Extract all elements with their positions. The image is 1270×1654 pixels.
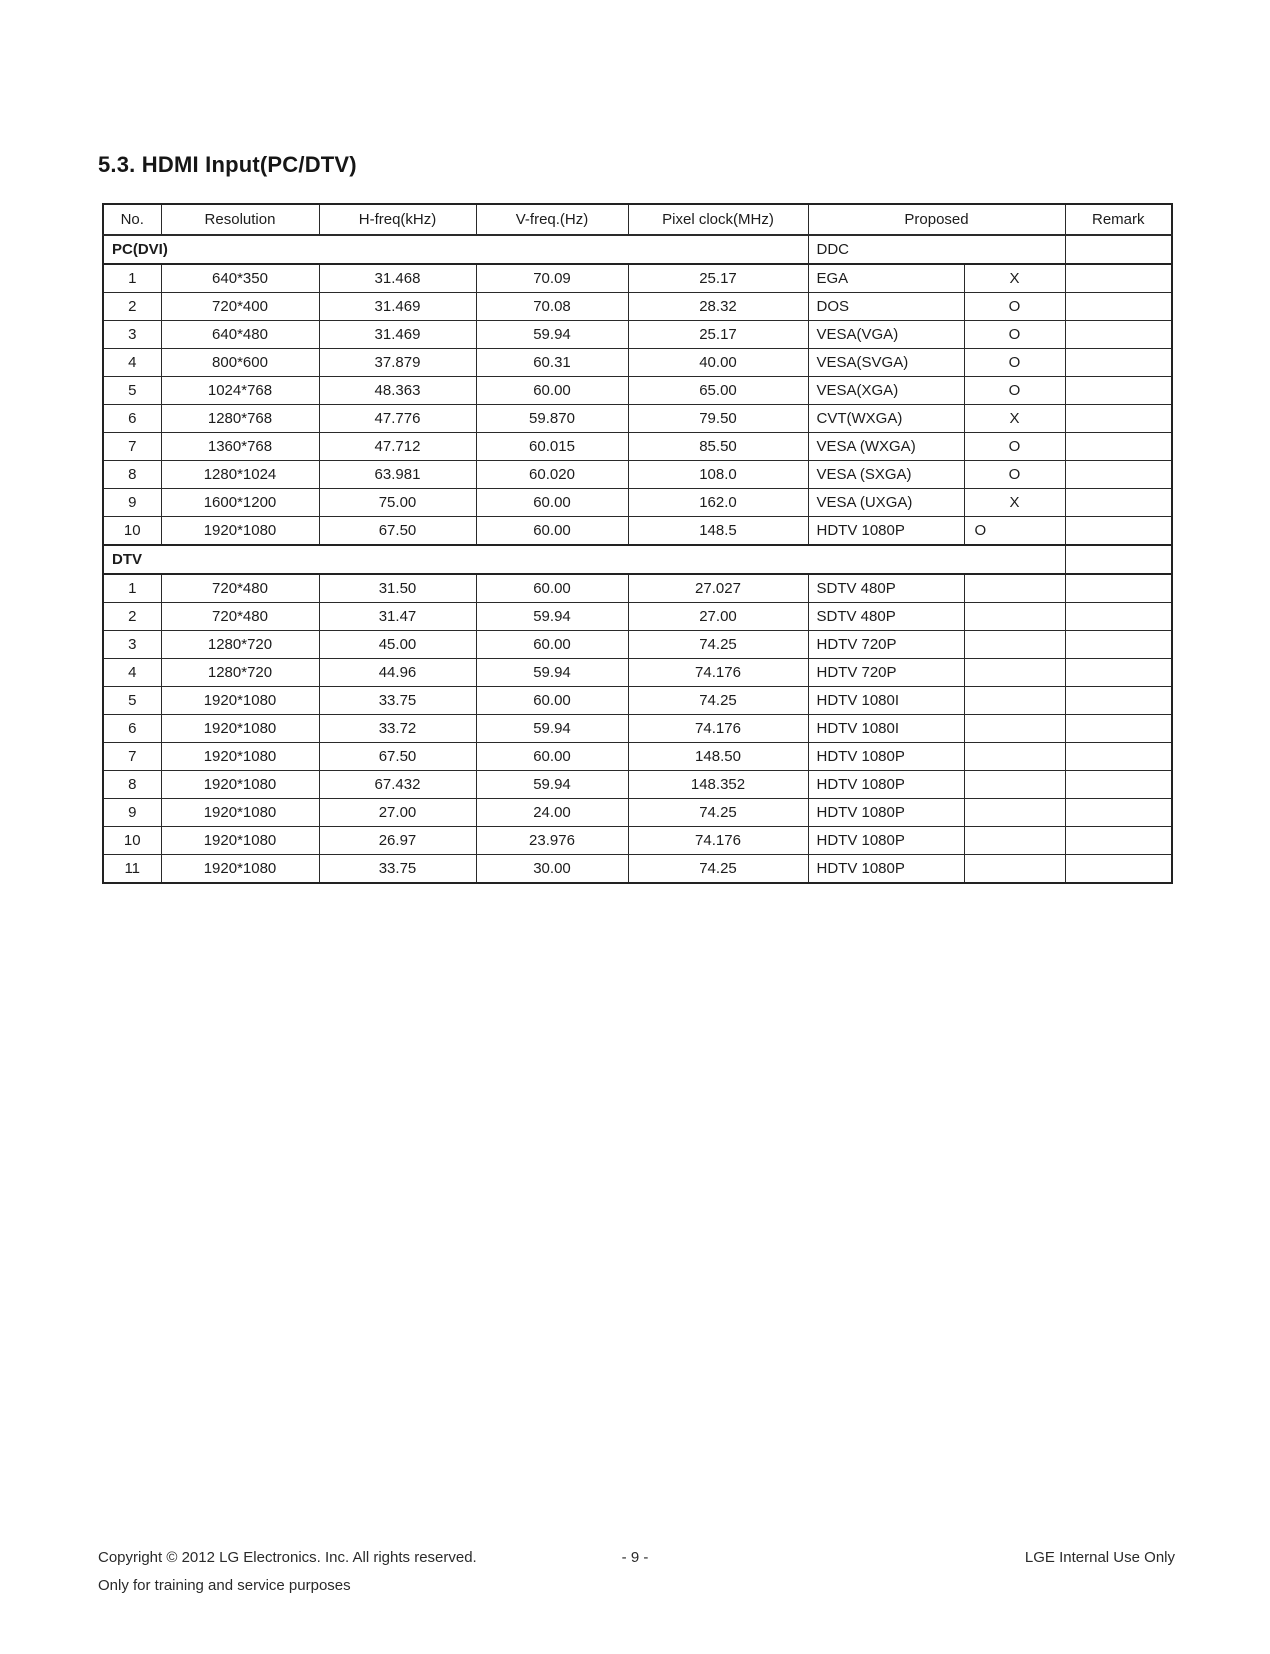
table-row: [103, 321, 1172, 349]
cell-vfreq: 60.00: [476, 517, 628, 546]
row-no: 4: [103, 349, 161, 377]
cell-remark: [1065, 659, 1172, 687]
table-row: [103, 489, 1172, 517]
cell-resolution: 1920*1080: [161, 517, 319, 546]
cell-vfreq: 59.94: [476, 321, 628, 349]
cell-proposed: HDTV 1080P: [808, 517, 964, 546]
cell-proposed-mark: [964, 603, 1065, 631]
cell-proposed-mark: X: [964, 489, 1065, 517]
cell-remark: [1065, 631, 1172, 659]
cell-proposed-mark: [964, 743, 1065, 771]
table-row: [103, 659, 1172, 687]
row-no: 7: [103, 433, 161, 461]
cell-proposed-mark: [964, 855, 1065, 884]
cell-proposed-mark: X: [964, 264, 1065, 293]
row-no: 8: [103, 771, 161, 799]
cell-vfreq: 70.09: [476, 264, 628, 293]
cell-hfreq: 48.363: [319, 377, 476, 405]
cell-proposed-mark: X: [964, 405, 1065, 433]
spec-table-body: [103, 235, 1172, 883]
table-row: [103, 743, 1172, 771]
cell-pixelclock: 85.50: [628, 433, 808, 461]
table-row: [103, 855, 1172, 884]
cell-hfreq: 67.50: [319, 517, 476, 546]
cell-resolution: 1920*1080: [161, 827, 319, 855]
table-row: [103, 377, 1172, 405]
section-row: [103, 235, 1172, 264]
training-note-text: Only for training and service purposes: [98, 1577, 351, 1594]
table-row: [103, 715, 1172, 743]
cell-resolution: 1024*768: [161, 377, 319, 405]
cell-pixelclock: 25.17: [628, 321, 808, 349]
cell-remark: [1065, 799, 1172, 827]
cell-resolution: 1920*1080: [161, 855, 319, 884]
row-no: 5: [103, 687, 161, 715]
cell-proposed: VESA (SXGA): [808, 461, 964, 489]
cell-proposed: VESA(SVGA): [808, 349, 964, 377]
cell-resolution: 1920*1080: [161, 715, 319, 743]
cell-remark: [1065, 827, 1172, 855]
row-no: 7: [103, 743, 161, 771]
cell-proposed: HDTV 1080P: [808, 743, 964, 771]
cell-remark: [1065, 574, 1172, 603]
cell-remark: [1065, 264, 1172, 293]
table-row: [103, 517, 1172, 546]
table-header: [103, 204, 1172, 235]
cell-proposed-mark: [964, 659, 1065, 687]
cell-remark: [1065, 405, 1172, 433]
cell-vfreq: 60.31: [476, 349, 628, 377]
cell-proposed: HDTV 1080P: [808, 799, 964, 827]
cell-pixelclock: 74.25: [628, 631, 808, 659]
table-row: [103, 631, 1172, 659]
cell-hfreq: 47.712: [319, 433, 476, 461]
row-no: 8: [103, 461, 161, 489]
row-no: 9: [103, 489, 161, 517]
cell-remark: [1065, 433, 1172, 461]
row-no: 1: [103, 574, 161, 603]
col-header-vfreq: V-freq.(Hz): [476, 204, 628, 235]
cell-hfreq: 33.75: [319, 687, 476, 715]
cell-pixelclock: 162.0: [628, 489, 808, 517]
col-header-proposed: Proposed: [808, 204, 1065, 235]
cell-pixelclock: 27.027: [628, 574, 808, 603]
cell-remark: [1065, 771, 1172, 799]
cell-proposed: HDTV 720P: [808, 659, 964, 687]
cell-proposed-mark: [964, 771, 1065, 799]
cell-resolution: 1280*1024: [161, 461, 319, 489]
cell-proposed-mark: [964, 827, 1065, 855]
cell-resolution: 1280*768: [161, 405, 319, 433]
cell-resolution: 720*480: [161, 603, 319, 631]
cell-proposed-mark: O: [964, 377, 1065, 405]
cell-vfreq: 59.94: [476, 715, 628, 743]
cell-proposed-mark: [964, 799, 1065, 827]
cell-remark: [1065, 321, 1172, 349]
cell-vfreq: 59.94: [476, 771, 628, 799]
cell-remark: [1065, 743, 1172, 771]
table-row: [103, 264, 1172, 293]
cell-pixelclock: 74.176: [628, 715, 808, 743]
cell-resolution: 640*350: [161, 264, 319, 293]
page-title: 5.3. HDMI Input(PC/DTV): [98, 152, 357, 177]
cell-vfreq: 59.94: [476, 659, 628, 687]
cell-vfreq: 60.00: [476, 489, 628, 517]
cell-proposed: CVT(WXGA): [808, 405, 964, 433]
table-row: [103, 827, 1172, 855]
cell-pixelclock: 28.32: [628, 293, 808, 321]
cell-hfreq: 31.469: [319, 293, 476, 321]
cell-remark: [1065, 349, 1172, 377]
cell-hfreq: 75.00: [319, 489, 476, 517]
section-row: [103, 545, 1172, 574]
cell-proposed: HDTV 1080P: [808, 855, 964, 884]
cell-hfreq: 33.75: [319, 855, 476, 884]
cell-pixelclock: 25.17: [628, 264, 808, 293]
copyright-text: Copyright © 2012 LG Electronics. Inc. All rights reserved.: [98, 1549, 477, 1566]
cell-remark: [1065, 377, 1172, 405]
section-label: DTV: [103, 545, 1065, 574]
cell-remark: [1065, 293, 1172, 321]
cell-hfreq: 33.72: [319, 715, 476, 743]
cell-pixelclock: 148.352: [628, 771, 808, 799]
table-row: [103, 433, 1172, 461]
section-remark-cell: [1065, 545, 1172, 574]
cell-vfreq: 60.00: [476, 631, 628, 659]
internal-use-note: LGE Internal Use Only: [1024, 1549, 1175, 1566]
cell-hfreq: 44.96: [319, 659, 476, 687]
cell-remark: [1065, 687, 1172, 715]
cell-pixelclock: 40.00: [628, 349, 808, 377]
cell-pixelclock: 79.50: [628, 405, 808, 433]
cell-vfreq: 60.00: [476, 377, 628, 405]
col-header-resolution: Resolution: [161, 204, 319, 235]
row-no: 2: [103, 293, 161, 321]
table-row: [103, 405, 1172, 433]
row-no: 11: [103, 855, 161, 884]
cell-remark: [1065, 603, 1172, 631]
cell-vfreq: 59.870: [476, 405, 628, 433]
row-no: 3: [103, 321, 161, 349]
table-header-row: [103, 204, 1172, 235]
row-no: 6: [103, 405, 161, 433]
cell-proposed: DOS: [808, 293, 964, 321]
cell-resolution: 1920*1080: [161, 687, 319, 715]
cell-proposed-mark: [964, 574, 1065, 603]
cell-pixelclock: 74.176: [628, 659, 808, 687]
cell-proposed-mark: O: [964, 293, 1065, 321]
cell-vfreq: 23.976: [476, 827, 628, 855]
cell-resolution: 1280*720: [161, 631, 319, 659]
cell-pixelclock: 27.00: [628, 603, 808, 631]
cell-proposed-mark: [964, 631, 1065, 659]
table-row: [103, 461, 1172, 489]
page-number: - 9 -: [621, 1549, 649, 1566]
cell-hfreq: 37.879: [319, 349, 476, 377]
cell-remark: [1065, 517, 1172, 546]
cell-vfreq: 24.00: [476, 799, 628, 827]
row-no: 3: [103, 631, 161, 659]
table-row: [103, 574, 1172, 603]
cell-pixelclock: 148.50: [628, 743, 808, 771]
row-no: 2: [103, 603, 161, 631]
cell-hfreq: 31.468: [319, 264, 476, 293]
cell-hfreq: 31.47: [319, 603, 476, 631]
cell-remark: [1065, 715, 1172, 743]
col-header-remark: Remark: [1065, 204, 1172, 235]
cell-proposed-mark: O: [964, 349, 1065, 377]
cell-pixelclock: 74.25: [628, 687, 808, 715]
cell-hfreq: 67.50: [319, 743, 476, 771]
cell-proposed: SDTV 480P: [808, 574, 964, 603]
cell-proposed: VESA(VGA): [808, 321, 964, 349]
cell-vfreq: 60.00: [476, 687, 628, 715]
cell-hfreq: 63.981: [319, 461, 476, 489]
cell-proposed-mark: O: [964, 461, 1065, 489]
row-no: 10: [103, 517, 161, 546]
cell-proposed: EGA: [808, 264, 964, 293]
table-row: [103, 687, 1172, 715]
section-proposed-note: DDC: [808, 235, 1065, 264]
cell-resolution: 720*480: [161, 574, 319, 603]
cell-vfreq: 30.00: [476, 855, 628, 884]
cell-proposed-mark: O: [964, 433, 1065, 461]
col-header-pixelclock: Pixel clock(MHz): [628, 204, 808, 235]
cell-remark: [1065, 489, 1172, 517]
cell-hfreq: 67.432: [319, 771, 476, 799]
cell-hfreq: 47.776: [319, 405, 476, 433]
cell-proposed: HDTV 720P: [808, 631, 964, 659]
cell-proposed: VESA (UXGA): [808, 489, 964, 517]
cell-proposed: VESA(XGA): [808, 377, 964, 405]
cell-resolution: 800*600: [161, 349, 319, 377]
cell-resolution: 1600*1200: [161, 489, 319, 517]
cell-vfreq: 60.00: [476, 743, 628, 771]
cell-proposed: VESA (WXGA): [808, 433, 964, 461]
cell-hfreq: 27.00: [319, 799, 476, 827]
table-row: [103, 349, 1172, 377]
cell-resolution: 1280*720: [161, 659, 319, 687]
cell-vfreq: 60.00: [476, 574, 628, 603]
table-row: [103, 771, 1172, 799]
cell-hfreq: 26.97: [319, 827, 476, 855]
cell-vfreq: 70.08: [476, 293, 628, 321]
col-header-no: No.: [103, 204, 161, 235]
cell-vfreq: 60.020: [476, 461, 628, 489]
cell-pixelclock: 74.25: [628, 799, 808, 827]
row-no: 9: [103, 799, 161, 827]
row-no: 6: [103, 715, 161, 743]
cell-hfreq: 31.469: [319, 321, 476, 349]
cell-proposed-mark: [964, 687, 1065, 715]
row-no: 4: [103, 659, 161, 687]
cell-pixelclock: 148.5: [628, 517, 808, 546]
cell-resolution: 1920*1080: [161, 743, 319, 771]
cell-pixelclock: 108.0: [628, 461, 808, 489]
cell-resolution: 1920*1080: [161, 799, 319, 827]
cell-pixelclock: 74.25: [628, 855, 808, 884]
cell-vfreq: 59.94: [476, 603, 628, 631]
row-no: 5: [103, 377, 161, 405]
row-no: 10: [103, 827, 161, 855]
cell-proposed-mark: O: [964, 321, 1065, 349]
cell-vfreq: 60.015: [476, 433, 628, 461]
hdmi-input-spec-table: [102, 203, 1173, 884]
cell-resolution: 720*400: [161, 293, 319, 321]
row-no: 1: [103, 264, 161, 293]
cell-hfreq: 31.50: [319, 574, 476, 603]
cell-proposed: SDTV 480P: [808, 603, 964, 631]
cell-resolution: 640*480: [161, 321, 319, 349]
cell-resolution: 1920*1080: [161, 771, 319, 799]
cell-proposed-mark: O: [964, 517, 1065, 546]
table-row: [103, 799, 1172, 827]
cell-proposed: HDTV 1080P: [808, 771, 964, 799]
cell-pixelclock: 65.00: [628, 377, 808, 405]
table-row: [103, 603, 1172, 631]
col-header-hfreq: H-freq(kHz): [319, 204, 476, 235]
cell-remark: [1065, 461, 1172, 489]
cell-proposed-mark: [964, 715, 1065, 743]
cell-proposed: HDTV 1080I: [808, 687, 964, 715]
cell-proposed: HDTV 1080P: [808, 827, 964, 855]
cell-resolution: 1360*768: [161, 433, 319, 461]
cell-proposed: HDTV 1080I: [808, 715, 964, 743]
section-label: PC(DVI): [103, 235, 808, 264]
cell-remark: [1065, 855, 1172, 884]
cell-pixelclock: 74.176: [628, 827, 808, 855]
table-row: [103, 293, 1172, 321]
cell-hfreq: 45.00: [319, 631, 476, 659]
section-remark-cell: [1065, 235, 1172, 264]
